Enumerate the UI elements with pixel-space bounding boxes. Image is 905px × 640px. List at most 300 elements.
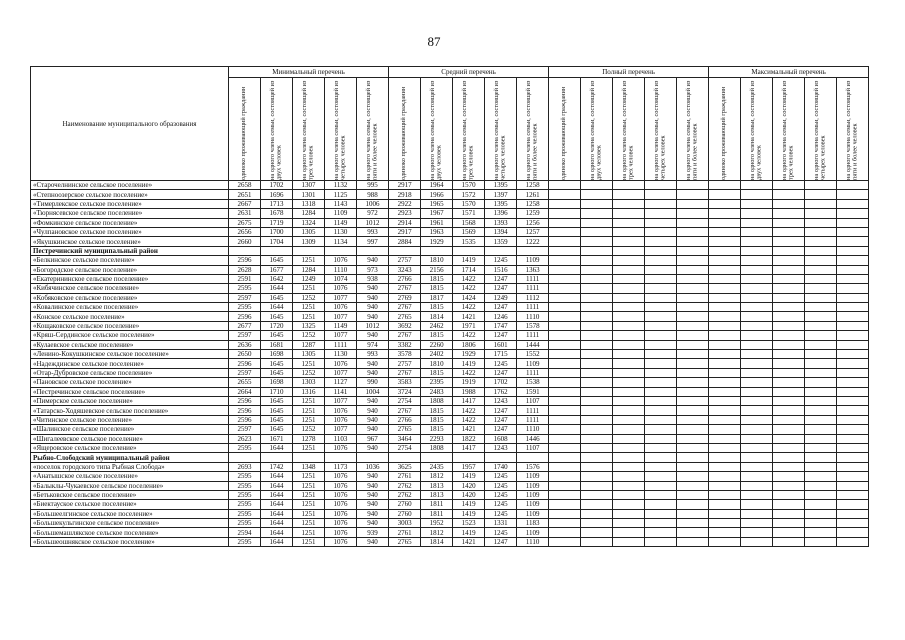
value-cell xyxy=(613,415,645,424)
value-cell xyxy=(677,396,709,405)
value-cell xyxy=(581,274,613,283)
value-cell xyxy=(805,537,837,546)
value-cell xyxy=(741,199,773,208)
value-cell xyxy=(837,500,869,509)
value-cell: 1644 xyxy=(261,528,293,537)
value-cell xyxy=(549,434,581,443)
value-cell: 1808 xyxy=(421,443,453,452)
table-row xyxy=(31,265,869,274)
value-cell xyxy=(773,528,805,537)
value-cell: 1245 xyxy=(485,490,517,499)
settlement-name: «Пестречинское сельское поселение» xyxy=(31,387,229,396)
value-cell xyxy=(709,312,741,321)
value-cell xyxy=(549,246,581,255)
value-cell: 1422 xyxy=(453,284,485,293)
value-cell: 940 xyxy=(357,331,389,340)
table-row xyxy=(31,190,869,199)
value-cell: 1247 xyxy=(485,331,517,340)
value-cell: 2917 xyxy=(389,227,421,236)
settlement-name: «Кибячинское сельское поселение» xyxy=(31,284,229,293)
value-cell: 1762 xyxy=(485,387,517,396)
value-cell xyxy=(581,434,613,443)
value-cell xyxy=(549,462,581,471)
value-cell xyxy=(677,181,709,190)
value-cell: 995 xyxy=(357,181,389,190)
value-cell xyxy=(549,227,581,236)
value-cell: 1644 xyxy=(261,472,293,481)
value-cell: 1109 xyxy=(517,481,549,490)
value-cell xyxy=(837,227,869,236)
value-cell xyxy=(773,368,805,377)
value-cell: 2636 xyxy=(229,340,261,349)
value-cell xyxy=(581,218,613,227)
value-cell: 1247 xyxy=(485,406,517,415)
settlement-name: «Отар-Дубровское сельское поселение» xyxy=(31,368,229,377)
value-cell: 2767 xyxy=(389,284,421,293)
settlement-name: «Большеелгинское сельское поселение» xyxy=(31,509,229,518)
value-cell xyxy=(741,443,773,452)
subcolumn-header xyxy=(421,78,453,181)
value-cell xyxy=(677,462,709,471)
subcolumn-header xyxy=(773,78,805,181)
value-cell: 1817 xyxy=(421,293,453,302)
value-cell xyxy=(837,519,869,528)
value-cell xyxy=(613,199,645,208)
value-cell xyxy=(805,378,837,387)
subcolumn-header-label: на одного члена семьи, состоящей из четырех человек xyxy=(813,80,827,180)
value-cell: 2762 xyxy=(389,481,421,490)
value-cell xyxy=(709,256,741,265)
value-cell xyxy=(581,425,613,434)
value-cell: 2765 xyxy=(389,537,421,546)
value-cell xyxy=(741,312,773,321)
value-cell xyxy=(581,293,613,302)
value-cell: 1812 xyxy=(421,528,453,537)
value-cell xyxy=(741,303,773,312)
value-cell: 1420 xyxy=(453,481,485,490)
value-cell: 1256 xyxy=(517,218,549,227)
settlement-name: «Екатерининское сельское поселение» xyxy=(31,274,229,283)
value-cell: 1644 xyxy=(261,537,293,546)
value-cell: 1245 xyxy=(485,359,517,368)
value-cell xyxy=(709,209,741,218)
value-cell: 2595 xyxy=(229,472,261,481)
value-cell xyxy=(613,181,645,190)
value-cell xyxy=(613,537,645,546)
value-cell: 1077 xyxy=(325,293,357,302)
value-cell: 1251 xyxy=(293,303,325,312)
value-cell: 1110 xyxy=(517,537,549,546)
value-cell: 2761 xyxy=(389,528,421,537)
group-header: Максимальный перечень xyxy=(709,67,869,78)
value-cell: 1284 xyxy=(293,265,325,274)
value-cell xyxy=(741,509,773,518)
settlement-name: «Богородское сельское поселение» xyxy=(31,265,229,274)
value-cell: 1713 xyxy=(261,199,293,208)
value-cell xyxy=(805,181,837,190)
value-cell: 1183 xyxy=(517,519,549,528)
value-cell xyxy=(805,209,837,218)
value-cell xyxy=(645,265,677,274)
value-cell: 1644 xyxy=(261,284,293,293)
value-cell xyxy=(645,434,677,443)
value-cell xyxy=(613,237,645,246)
value-cell xyxy=(677,265,709,274)
value-cell xyxy=(837,331,869,340)
value-cell xyxy=(549,218,581,227)
value-cell: 990 xyxy=(357,378,389,387)
value-cell: 1964 xyxy=(421,181,453,190)
settlement-name: «Кощаковское сельское поселение» xyxy=(31,321,229,330)
value-cell xyxy=(549,312,581,321)
value-cell xyxy=(773,406,805,415)
value-cell xyxy=(677,284,709,293)
table-row xyxy=(31,368,869,377)
value-cell xyxy=(773,453,805,462)
value-cell: 1645 xyxy=(261,359,293,368)
settlement-name: «Фомкинское сельское поселение» xyxy=(31,218,229,227)
value-cell: 1245 xyxy=(485,509,517,518)
value-cell: 973 xyxy=(357,265,389,274)
value-cell: 1246 xyxy=(485,312,517,321)
value-cell: 1363 xyxy=(517,265,549,274)
value-cell xyxy=(645,350,677,359)
value-cell: 940 xyxy=(357,481,389,490)
value-cell: 1644 xyxy=(261,303,293,312)
value-cell xyxy=(837,368,869,377)
value-cell xyxy=(645,312,677,321)
value-cell: 997 xyxy=(357,237,389,246)
value-cell: 1251 xyxy=(293,509,325,518)
value-cell: 2595 xyxy=(229,303,261,312)
value-cell xyxy=(645,209,677,218)
value-cell: 1645 xyxy=(261,415,293,424)
value-cell xyxy=(837,237,869,246)
value-cell xyxy=(549,303,581,312)
value-cell xyxy=(677,340,709,349)
value-cell xyxy=(645,359,677,368)
value-cell: 2767 xyxy=(389,368,421,377)
value-cell xyxy=(581,453,613,462)
value-cell: 1591 xyxy=(517,387,549,396)
value-cell: 3625 xyxy=(389,462,421,471)
value-cell: 1919 xyxy=(453,378,485,387)
value-cell: 1109 xyxy=(517,359,549,368)
value-cell: 1424 xyxy=(453,293,485,302)
value-cell xyxy=(709,331,741,340)
value-cell xyxy=(773,340,805,349)
settlement-name: «Татарско-Ходяшевское сельское поселение» xyxy=(31,406,229,415)
value-cell: 940 xyxy=(357,537,389,546)
value-cell: 1572 xyxy=(453,190,485,199)
value-cell: 1245 xyxy=(485,528,517,537)
value-cell: 2594 xyxy=(229,528,261,537)
name-column-header: Наименование муниципального образования xyxy=(31,67,229,181)
value-cell xyxy=(645,190,677,199)
value-cell xyxy=(581,481,613,490)
value-cell: 940 xyxy=(357,415,389,424)
value-cell: 1109 xyxy=(517,509,549,518)
value-cell xyxy=(741,293,773,302)
value-cell xyxy=(709,284,741,293)
table-row xyxy=(31,350,869,359)
value-cell: 1258 xyxy=(517,181,549,190)
value-cell xyxy=(549,481,581,490)
value-cell: 2693 xyxy=(229,462,261,471)
value-cell xyxy=(805,237,837,246)
value-cell xyxy=(613,378,645,387)
value-cell xyxy=(645,509,677,518)
table-row xyxy=(31,284,869,293)
value-cell xyxy=(805,340,837,349)
value-cell: 1535 xyxy=(453,237,485,246)
value-cell: 1814 xyxy=(421,312,453,321)
value-cell xyxy=(773,481,805,490)
value-cell xyxy=(581,237,613,246)
table-row xyxy=(31,490,869,499)
value-cell xyxy=(613,519,645,528)
value-cell: 1747 xyxy=(485,321,517,330)
settlement-name: «Конское сельское поселение» xyxy=(31,312,229,321)
value-cell xyxy=(709,303,741,312)
value-cell: 993 xyxy=(357,350,389,359)
value-cell: 2395 xyxy=(421,378,453,387)
value-cell: 1700 xyxy=(261,227,293,236)
value-cell xyxy=(805,199,837,208)
settlement-name: «Кряш-Сердинское сельское поселение» xyxy=(31,331,229,340)
value-cell: 2483 xyxy=(421,387,453,396)
value-cell xyxy=(613,256,645,265)
value-cell: 1243 xyxy=(485,443,517,452)
value-cell: 1284 xyxy=(293,209,325,218)
value-cell xyxy=(837,340,869,349)
value-cell xyxy=(773,209,805,218)
value-cell: 1245 xyxy=(485,256,517,265)
value-cell: 1971 xyxy=(453,321,485,330)
value-cell xyxy=(645,500,677,509)
value-cell xyxy=(773,265,805,274)
value-cell: 1446 xyxy=(517,434,549,443)
value-cell: 2754 xyxy=(389,443,421,452)
settlement-name: «Шалинское сельское поселение» xyxy=(31,425,229,434)
value-cell xyxy=(613,396,645,405)
value-cell xyxy=(677,528,709,537)
value-cell: 1111 xyxy=(517,331,549,340)
value-cell xyxy=(741,331,773,340)
value-cell xyxy=(613,490,645,499)
value-cell: 974 xyxy=(357,340,389,349)
settlement-name: «Биектауское сельское поселение» xyxy=(31,500,229,509)
value-cell xyxy=(837,284,869,293)
value-cell xyxy=(549,425,581,434)
subcolumn-header-label: одиноко проживающий гражданин xyxy=(560,86,568,180)
data-table xyxy=(30,66,869,547)
value-cell: 1076 xyxy=(325,406,357,415)
value-cell: 1324 xyxy=(293,218,325,227)
value-cell xyxy=(741,528,773,537)
value-cell xyxy=(741,274,773,283)
value-cell: 2754 xyxy=(389,396,421,405)
value-cell xyxy=(837,443,869,452)
value-cell: 1247 xyxy=(485,425,517,434)
subcolumn-header-label: на одного члена семьи, состоящей из двух человек xyxy=(269,80,283,180)
value-cell: 1523 xyxy=(453,519,485,528)
value-cell: 1815 xyxy=(421,415,453,424)
value-cell: 1569 xyxy=(453,227,485,236)
value-cell xyxy=(613,312,645,321)
table-row xyxy=(31,425,869,434)
value-cell xyxy=(773,321,805,330)
value-cell xyxy=(805,227,837,236)
value-cell: 1247 xyxy=(485,368,517,377)
value-cell xyxy=(645,199,677,208)
value-cell xyxy=(677,368,709,377)
value-cell xyxy=(581,209,613,218)
value-cell: 1076 xyxy=(325,256,357,265)
value-cell xyxy=(837,537,869,546)
value-cell xyxy=(709,406,741,415)
settlement-name: «Ковалинское сельское поселение» xyxy=(31,303,229,312)
value-cell: 2765 xyxy=(389,312,421,321)
value-cell: 1109 xyxy=(517,472,549,481)
value-cell: 1251 xyxy=(293,490,325,499)
value-cell: 2623 xyxy=(229,434,261,443)
value-cell: 2595 xyxy=(229,284,261,293)
value-cell xyxy=(805,303,837,312)
value-cell xyxy=(581,537,613,546)
value-cell xyxy=(549,490,581,499)
settlement-name: «Анатышское сельское поселение» xyxy=(31,472,229,481)
subcolumn-header-label: на одного члена семьи, состоящей из четырех человек xyxy=(653,80,667,180)
value-cell: 2595 xyxy=(229,537,261,546)
settlement-name: «Старочелнинское сельское поселение» xyxy=(31,181,229,190)
value-cell xyxy=(613,246,645,255)
value-cell xyxy=(581,227,613,236)
value-cell: 1287 xyxy=(293,340,325,349)
value-cell xyxy=(709,519,741,528)
value-cell xyxy=(613,387,645,396)
value-cell: 1252 xyxy=(293,293,325,302)
value-cell: 2435 xyxy=(421,462,453,471)
value-cell xyxy=(613,406,645,415)
value-cell xyxy=(805,190,837,199)
value-cell: 1127 xyxy=(325,378,357,387)
value-cell xyxy=(773,199,805,208)
value-cell xyxy=(645,274,677,283)
value-cell xyxy=(581,181,613,190)
value-cell: 1715 xyxy=(485,350,517,359)
value-cell: 2651 xyxy=(229,190,261,199)
value-cell: 1714 xyxy=(453,265,485,274)
value-cell xyxy=(805,490,837,499)
value-cell xyxy=(773,274,805,283)
district-row xyxy=(31,246,869,255)
value-cell xyxy=(837,199,869,208)
value-cell: 1076 xyxy=(325,500,357,509)
subcolumn-header-label: на одного члена семьи, состоящей из трех человек xyxy=(461,80,475,180)
value-cell: 940 xyxy=(357,312,389,321)
value-cell: 988 xyxy=(357,190,389,199)
value-cell xyxy=(549,181,581,190)
value-cell xyxy=(741,481,773,490)
group-header: Минимальный перечень xyxy=(229,67,389,78)
value-cell xyxy=(677,350,709,359)
value-cell xyxy=(837,406,869,415)
value-cell: 940 xyxy=(357,284,389,293)
value-cell: 1111 xyxy=(517,368,549,377)
value-cell: 2757 xyxy=(389,359,421,368)
value-cell xyxy=(645,227,677,236)
value-cell xyxy=(805,293,837,302)
settlement-name: «Читинское сельское поселение» xyxy=(31,415,229,424)
value-cell xyxy=(677,519,709,528)
value-cell xyxy=(805,519,837,528)
value-cell xyxy=(645,368,677,377)
value-cell: 2917 xyxy=(389,181,421,190)
value-cell: 2462 xyxy=(421,321,453,330)
value-cell: 2596 xyxy=(229,359,261,368)
value-cell xyxy=(709,396,741,405)
value-cell: 1678 xyxy=(261,209,293,218)
value-cell xyxy=(581,190,613,199)
value-cell xyxy=(773,425,805,434)
value-cell: 1325 xyxy=(293,321,325,330)
value-cell: 1645 xyxy=(261,396,293,405)
settlement-name: «Балыклы-Чукаевское сельское поселение» xyxy=(31,481,229,490)
value-cell xyxy=(613,218,645,227)
value-cell xyxy=(773,462,805,471)
value-cell xyxy=(613,368,645,377)
value-cell xyxy=(613,481,645,490)
value-cell xyxy=(837,528,869,537)
value-cell xyxy=(677,227,709,236)
value-cell xyxy=(581,509,613,518)
value-cell xyxy=(709,490,741,499)
value-cell xyxy=(773,387,805,396)
value-cell: 1808 xyxy=(421,396,453,405)
value-cell xyxy=(709,453,741,462)
value-cell: 1249 xyxy=(293,274,325,283)
value-cell: 1251 xyxy=(293,256,325,265)
value-cell xyxy=(613,509,645,518)
value-cell xyxy=(805,265,837,274)
value-cell: 1710 xyxy=(261,387,293,396)
value-cell xyxy=(549,500,581,509)
value-cell: 2596 xyxy=(229,406,261,415)
value-cell: 1076 xyxy=(325,528,357,537)
subcolumn-header xyxy=(453,78,485,181)
value-cell xyxy=(805,274,837,283)
value-cell xyxy=(613,434,645,443)
value-cell xyxy=(677,490,709,499)
value-cell xyxy=(677,246,709,255)
value-cell xyxy=(613,321,645,330)
value-cell: 1394 xyxy=(485,227,517,236)
value-cell xyxy=(805,256,837,265)
value-cell: 940 xyxy=(357,396,389,405)
subcolumn-header xyxy=(581,78,613,181)
value-cell xyxy=(709,368,741,377)
subcolumn-header-label: на одного члена семьи, состоящей из трех человек xyxy=(621,80,635,180)
table-row xyxy=(31,528,869,537)
value-cell xyxy=(741,453,773,462)
value-cell xyxy=(389,453,421,462)
value-cell: 1222 xyxy=(517,237,549,246)
value-cell xyxy=(677,537,709,546)
value-cell xyxy=(677,415,709,424)
value-cell: 1076 xyxy=(325,415,357,424)
value-cell xyxy=(677,218,709,227)
